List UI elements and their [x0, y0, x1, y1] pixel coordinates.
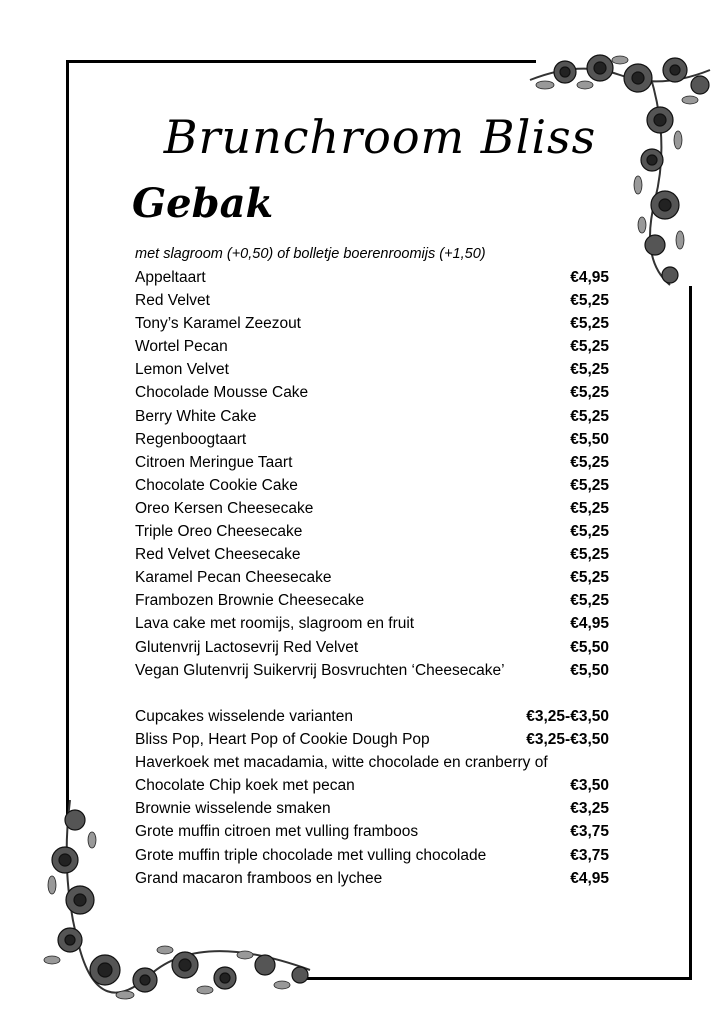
item-name: Frambozen Brownie Cheesecake: [135, 592, 365, 610]
cake-menu-list: [135, 266, 615, 682]
item-price: €3,25-€3,50: [526, 731, 609, 749]
item-name: Wortel Pecan: [135, 338, 228, 356]
menu-row: [135, 335, 615, 358]
frame-bottom-border: [295, 977, 692, 980]
item-name: Lemon Velvet: [135, 361, 229, 379]
section-title: Gebak: [132, 180, 274, 227]
item-price: €3,75: [570, 846, 609, 864]
menu-row: [135, 543, 615, 566]
item-name: Appeltaart: [135, 269, 206, 286]
item-price: €4,95: [570, 869, 609, 887]
item-name: Citroen Meringue Taart: [135, 453, 293, 471]
item-price: €5,50: [570, 638, 609, 656]
menu-row: [135, 566, 615, 589]
restaurant-name: Brunchroom Bliss: [163, 110, 597, 164]
item-name: Cupcakes wisselende varianten: [135, 708, 353, 725]
item-name: Red Velvet Cheesecake: [135, 546, 301, 564]
item-price: €5,25: [570, 384, 609, 402]
menu-row: [135, 358, 615, 381]
menu-row: [135, 867, 615, 890]
item-name: Oreo Kersen Cheesecake: [135, 499, 314, 517]
item-name: Chocolade Mousse Cake: [135, 384, 309, 402]
item-price: €3,75: [570, 823, 609, 841]
menu-row: [135, 474, 615, 497]
item-name: Bliss Pop, Heart Pop of Cookie Dough Pop: [135, 731, 430, 749]
menu-row: [135, 589, 615, 612]
item-price: €5,50: [570, 430, 609, 448]
item-price: €5,25: [570, 361, 609, 379]
frame-top-border: [66, 60, 536, 63]
menu-row: [135, 820, 615, 843]
item-price: €5,25: [570, 569, 609, 587]
menu-row: [135, 659, 615, 682]
item-price: €4,95: [570, 269, 609, 286]
item-name: Tony’s Karamel Zeezout: [135, 315, 301, 333]
item-price: €5,25: [570, 407, 609, 425]
item-price: €4,95: [570, 615, 609, 633]
item-price: €3,50: [570, 777, 609, 795]
item-name: Chocolate Chip koek met pecan: [135, 777, 355, 795]
menu-row: [135, 844, 615, 867]
menu-row: [135, 797, 615, 820]
menu-row: [135, 405, 615, 428]
frame-left-border: [66, 60, 69, 820]
menu-row: [135, 451, 615, 474]
frame-right-border: [689, 286, 692, 980]
item-price: €5,25: [570, 592, 609, 610]
item-name: Regenboogtaart: [135, 430, 247, 448]
menu-row: [135, 266, 615, 289]
other-items-list: [135, 705, 615, 890]
item-name: Red Velvet: [135, 292, 210, 310]
menu-row: [135, 774, 615, 797]
item-price: €5,25: [570, 523, 609, 541]
item-name: Vegan Glutenvrij Suikervrij Bosvruchten ‘Cheesecake’: [135, 661, 505, 679]
item-price: €5,50: [570, 661, 609, 679]
menu-row: [135, 705, 615, 728]
menu-row: [135, 612, 615, 635]
menu-row: [135, 289, 615, 312]
menu-row: [135, 312, 615, 335]
menu-row: [135, 636, 615, 659]
item-name: Triple Oreo Cheesecake: [135, 523, 303, 541]
menu-row: [135, 428, 615, 451]
item-name: Grand macaron framboos en lychee: [135, 869, 383, 887]
item-price: €5,25: [570, 499, 609, 517]
item-name: Brownie wisselende smaken: [135, 800, 331, 818]
item-price: €5,25: [570, 292, 609, 310]
item-name: Grote muffin citroen met vulling framboos: [135, 823, 419, 841]
item-name: Grote muffin triple chocolade met vulling chocolade: [135, 846, 487, 864]
item-price: €3,25: [570, 800, 609, 818]
item-name: Karamel Pecan Cheesecake: [135, 569, 332, 587]
item-price: €5,25: [570, 476, 609, 494]
item-name: Glutenvrij Lactosevrij Red Velvet: [135, 638, 359, 656]
menu-row: [135, 751, 615, 774]
item-name: Chocolate Cookie Cake: [135, 476, 298, 494]
menu-row: [135, 520, 615, 543]
item-name: Berry White Cake: [135, 407, 257, 425]
section-subtitle: met slagroom (+0,50) of bolletje boerenroomijs (+1,50): [135, 246, 486, 262]
item-price: €5,25: [570, 546, 609, 564]
item-name: Lava cake met roomijs, slagroom en fruit: [135, 615, 415, 633]
item-price: €3,25-€3,50: [526, 708, 609, 725]
item-price: €5,25: [570, 315, 609, 333]
item-name: Haverkoek met macadamia, witte chocolade en cranberry of: [135, 754, 548, 772]
item-price: €5,25: [570, 453, 609, 471]
item-price: €5,25: [570, 338, 609, 356]
menu-row: [135, 497, 615, 520]
menu-row: [135, 728, 615, 751]
menu-row: [135, 381, 615, 404]
rose-garland-top-right-icon: [520, 40, 720, 290]
